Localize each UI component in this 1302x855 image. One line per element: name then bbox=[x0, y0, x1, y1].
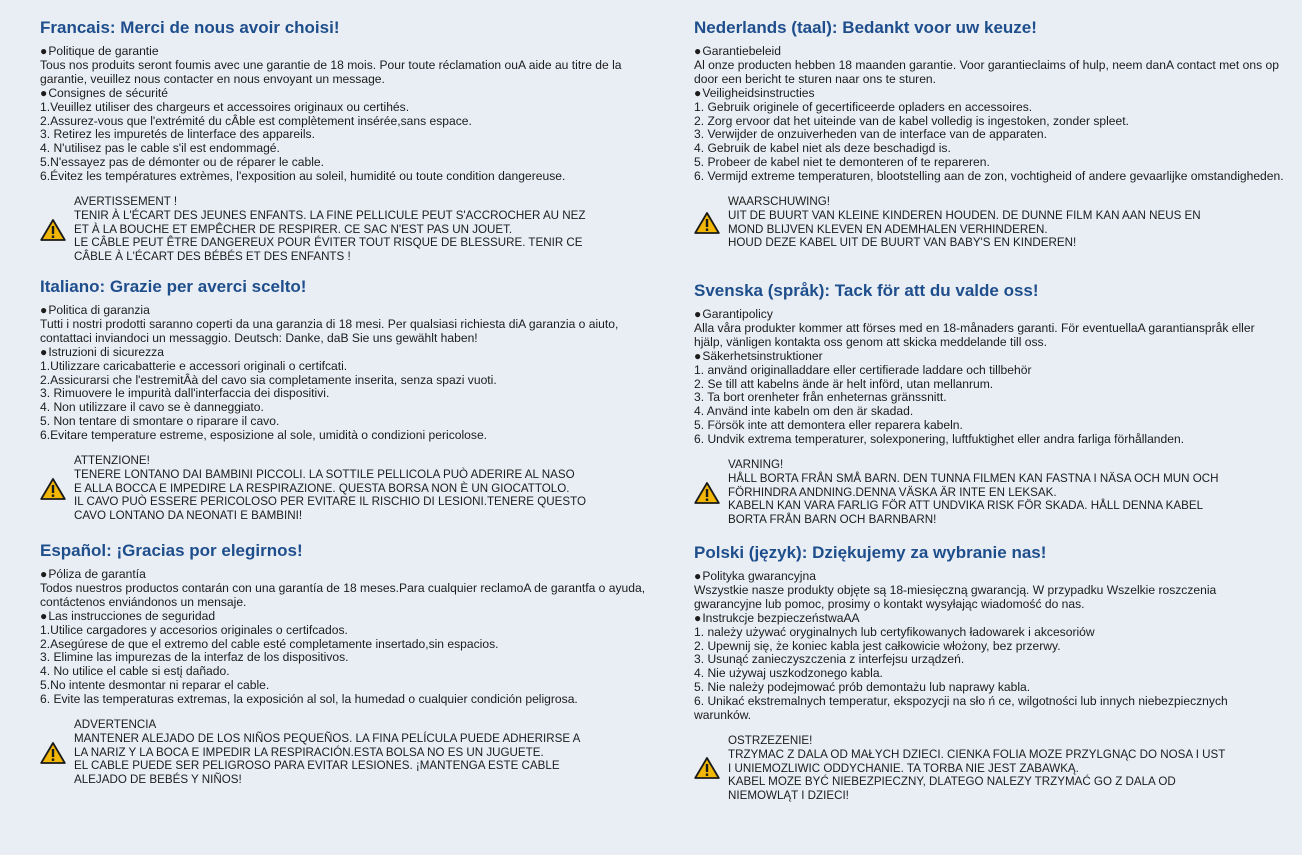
safety-instruction: 5. Försök inte att demontera eller reparera kabeln. bbox=[694, 418, 963, 433]
safety-instruction: 2.Assicurarsi che l'estremitÂà del cavo sia completamente inserita, senza spazi vuoti. bbox=[40, 372, 497, 387]
warning-line: IL CAVO PUÒ ESSERE PERICOLOSO PER EVITARE IL RISCHIO DI LESIONI.TENERE QUESTO bbox=[74, 495, 586, 509]
safety-instruction: 3. Usunąć zanieczyszczenia z interfejsu urządzeń. bbox=[694, 652, 965, 667]
section-title: Francais: Merci de nous avoir choisi! bbox=[40, 18, 340, 37]
warranty-heading: ● Garantipolicy bbox=[694, 308, 1284, 322]
section-dutch bbox=[694, 18, 1284, 250]
section-title: Italiano: Grazie per averci scelto! bbox=[40, 277, 307, 296]
safety-instruction: 6.Evitare temperature estreme, esposizione al sole, umidità o condizioni pericolose. bbox=[40, 428, 488, 443]
safety-instruction: 3. Verwijder de onzuiverheden van de interface van de apparaten. bbox=[694, 127, 1047, 142]
warranty-text: Todos nuestros productos contarán con una garantía de 18 meses.Para cualquier reclamoA de garantfa o ayuda, contáctenos enviándonos un mensaje. bbox=[40, 580, 646, 609]
warning-title: AVERTISSEMENT ! bbox=[74, 195, 178, 209]
warning-line: FÖRHINDRA ANDNING.DENNA VÄSKA ÄR INTE EN LEKSAK. bbox=[728, 485, 1057, 499]
warning-block bbox=[694, 195, 1284, 250]
safety-instruction: 1. Gebruik originele of gecertificeerde opladers en accessoires. bbox=[694, 99, 1033, 114]
section-spanish bbox=[40, 541, 650, 787]
safety-instruction: 4. N'utilisez pas le cable s'il est endommagé. bbox=[40, 141, 280, 156]
safety-instruction: 6. Unikać ekstremalnych temperatur, ekspozycji na sło ń ce, wilgotności lub innych niebezpiecznych warunków. bbox=[694, 694, 1228, 723]
warning-triangle-icon bbox=[694, 481, 720, 504]
warning-triangle-icon bbox=[694, 757, 720, 780]
warranty-heading: ● Garantiebeleid bbox=[694, 45, 1284, 59]
warranty-heading: ● Polityka gwarancyjna bbox=[694, 570, 1284, 584]
safety-instruction: 4. Använd inte kabeln om den är skadad. bbox=[694, 404, 914, 419]
warning-line: CAVO LONTANO DA NEONATI E BAMBINI! bbox=[74, 509, 303, 523]
section-swedish bbox=[694, 281, 1284, 527]
warning-line: E ALLA BOCCA E IMPEDIRE LA RESPIRAZIONE. QUESTA BORSA NON È UN GIOCATTOLO. bbox=[74, 481, 570, 495]
warning-block bbox=[40, 718, 650, 787]
warning-line: ALEJADO DE BEBÉS Y NIÑOS! bbox=[74, 773, 242, 787]
warning-block bbox=[40, 195, 650, 264]
warning-title: ATTENZIONE! bbox=[74, 454, 150, 468]
warning-block bbox=[694, 734, 1284, 803]
safety-instruction: 5. Probeer de kabel niet te demonteren of te repareren. bbox=[694, 155, 990, 170]
warranty-text: Al onze producten hebben 18 maanden garantie. Voor garantieclaims of hulp, neem danA contact met ons op door een bericht te sturen naar ons te sturen. bbox=[694, 57, 1279, 86]
warning-line: I UNIEMOZLIWIC ODDYCHANIE. TA TORBA NIE JEST ZABAWKĄ. bbox=[728, 761, 1079, 775]
safety-heading: ● Säkerhetsinstruktioner bbox=[694, 350, 1284, 364]
safety-instruction: 6. Vermijd extreme temperaturen, blootstelling aan de zon, vochtigheid of andere gevaarlijke omstandigheden. bbox=[694, 169, 1284, 184]
warning-line: TENIR À L'ÉCART DES JEUNES ENFANTS. LA FINE PELLICULE PEUT S'ACCROCHER AU NEZ bbox=[74, 208, 586, 222]
safety-instruction: 4. No utilice el cable si estį dañado. bbox=[40, 664, 230, 679]
warning-block bbox=[40, 454, 650, 523]
safety-instruction: 1.Veuillez utiliser des chargeurs et accessoires originaux ou certihés. bbox=[40, 99, 410, 114]
safety-instruction: 1. należy używać oryginalnych lub certyfikowanych ładowarek i akcesoriów bbox=[694, 624, 1095, 639]
safety-instruction: 6.Évitez les températures extrèmes, l'exposition au soleil, humidité ou toute condition dangereuse. bbox=[40, 169, 566, 184]
warning-line: EL CABLE PUEDE SER PELIGROSO PARA EVITAR LESIONES. ¡MANTENGA ESTE CABLE bbox=[74, 759, 560, 773]
safety-instruction: 2.Asegúrese de que el extremo del cable esté completamente insertado,sin espacios. bbox=[40, 636, 499, 651]
safety-instruction: 6. Evite las temperaturas extremas, la exposición al sol, la humedad o cualquier condición peligrosa. bbox=[40, 692, 578, 707]
warranty-text: Wszystkie nasze produkty objęte są 18-miesięczną gwarancją. W przypadku Wszelkie roszczenia gwarancyjne lub pomoc, prosimy o kontakt wysyłając wiadomość do nas. bbox=[694, 582, 1217, 611]
warning-line: UIT DE BUURT VAN KLEINE KINDEREN HOUDEN. DE DUNNE FILM KAN AAN NEUS EN bbox=[728, 208, 1201, 222]
warning-triangle-icon bbox=[40, 741, 66, 764]
warning-line: TRZYMAC Z DALA OD MAŁYCH DZIECI. CIENKA FOLIA MOZE PRZYLGNĄC DO NOSA I UST bbox=[728, 747, 1226, 761]
warning-title: ADVERTENCIA bbox=[74, 718, 157, 732]
section-polish bbox=[694, 543, 1284, 803]
safety-instruction: 2.Assurez-vous que l'extrémité du cÂble est complètement insérée,sans espace. bbox=[40, 113, 472, 128]
safety-instruction: 1.Utilice cargadores y accesorios originales o certifcados. bbox=[40, 622, 348, 637]
warranty-heading: ● Politique de garantie bbox=[40, 45, 650, 59]
warranty-heading: ● Póliza de garantía bbox=[40, 568, 650, 582]
warranty-text: Alla våra produkter kommer att förses med en 18-månaders garanti. För eventuellaA garantianspråk eller hjälp, vänligen kontakta oss genom att skicka meddelande till oss. bbox=[694, 320, 1255, 349]
section-title: Nederlands (taal): Bedankt voor uw keuze! bbox=[694, 18, 1037, 37]
warning-line: NIEMOWLĄT I DZIECI! bbox=[728, 789, 849, 803]
safety-instruction: 2. Upewnij się, że koniec kabla jest całkowicie włożony, bez przerwy. bbox=[694, 638, 1061, 653]
warning-line: HOUD DEZE KABEL UIT DE BUURT VAN BABY'S EN KINDEREN! bbox=[728, 236, 1077, 250]
safety-instruction: 4. Non utilizzare il cavo se è danneggiato. bbox=[40, 400, 264, 415]
section-italian bbox=[40, 277, 650, 523]
warning-line: LA NARIZ Y LA BOCA E IMPEDIR LA RESPIRACIÓN.ESTA BOLSA NO ES UN JUGUETE. bbox=[74, 745, 544, 759]
safety-instruction: 2. Se till att kabelns ände är helt införd, utan mellanrum. bbox=[694, 376, 994, 391]
safety-instruction: 4. Gebruik de kabel niet als deze beschadigd is. bbox=[694, 141, 951, 156]
section-title: Polski (język): Dziękujemy za wybranie nas! bbox=[694, 543, 1047, 562]
warning-line: MANTENER ALEJADO DE LOS NIÑOS PEQUEÑOS. LA FINA PELÍCULA PUEDE ADHERIRSE A bbox=[74, 731, 581, 745]
safety-instruction: 5. Non tentare di smontare o riparare il cavo. bbox=[40, 414, 280, 429]
warning-title: VARNING! bbox=[728, 458, 784, 472]
section-title: Español: ¡Gracias por elegirnos! bbox=[40, 541, 303, 560]
safety-instruction: 3. Rimuovere le impurità dall'interfaccia dei dispositivi. bbox=[40, 386, 330, 401]
warranty-heading: ● Politica di garanzia bbox=[40, 304, 650, 318]
warning-block bbox=[694, 458, 1284, 527]
safety-heading: ● Las instrucciones de seguridad bbox=[40, 610, 650, 624]
warning-triangle-icon bbox=[694, 211, 720, 234]
safety-instruction: 4. Nie używaj uszkodzonego kabla. bbox=[694, 666, 883, 681]
warning-line: ET À LA BOUCHE ET EMPÊCHER DE RESPIRER. CE SAC N'EST PAS UN JOUET. bbox=[74, 222, 513, 236]
safety-instruction: 1.Utilizzare caricabatterie e accessori originali o certifcati. bbox=[40, 358, 348, 373]
section-french bbox=[40, 18, 650, 264]
safety-instruction: 3. Retirez les impuretés de linterface des appareils. bbox=[40, 127, 315, 142]
warning-line: BORTA FRÅN BARN OCH BARNBARN! bbox=[728, 513, 937, 527]
warning-line: CÂBLE À L'ÉCART DES BÉBÉS ET DES ENFANTS ! bbox=[74, 250, 351, 264]
safety-instruction: 3. Elimine las impurezas de la interfaz de los dispositivos. bbox=[40, 650, 349, 665]
warning-line: KABEL MOZE BYĆ NIEBEZPIECZNY, DLATEGO NALEZY TRZYMAĆ GO Z DALA OD bbox=[728, 775, 1176, 789]
safety-instruction: 5. Nie należy podejmować prób demontażu lub naprawy kabla. bbox=[694, 680, 1031, 695]
safety-instruction: 1. använd originalladdare eller certifierade laddare och tillbehör bbox=[694, 362, 1032, 377]
warning-triangle-icon bbox=[40, 477, 66, 500]
warning-line: MOND BLIJVEN KLEVEN EN ADEMHALEN VERHINDEREN. bbox=[728, 222, 1048, 236]
warning-line: HÅLL BORTA FRÅN SMÅ BARN. DEN TUNNA FILMEN KAN FASTNA I NÄSA OCH MUN OCH bbox=[728, 471, 1219, 485]
warning-title: WAARSCHUWING! bbox=[728, 195, 830, 209]
safety-heading: ● Consignes de sécurité bbox=[40, 87, 650, 101]
safety-heading: ● Veiligheidsinstructies bbox=[694, 87, 1284, 101]
warning-line: TENERE LONTANO DAI BAMBINI PICCOLI. LA SOTTILE PELLICOLA PUÒ ADERIRE AL NASO bbox=[74, 467, 575, 481]
safety-instruction: 2. Zorg ervoor dat het uiteinde van de kabel volledig is ingestoken, zonder spleet. bbox=[694, 113, 1129, 128]
safety-instruction: 3. Ta bort orenheter från enheternas gränssnitt. bbox=[694, 390, 947, 405]
warning-line: KABELN KAN VARA FARLIG FÖR ATT UNDVIKA RISK FÖR SKADA. HÅLL DENNA KABEL bbox=[728, 499, 1204, 513]
safety-heading: ● Instrukcje bezpieczeństwaAA bbox=[694, 612, 1284, 626]
safety-instruction: 5.No intente desmontar ni reparar el cable. bbox=[40, 678, 270, 693]
warning-line: LE CÂBLE PEUT ÊTRE DANGEREUX POUR ÉVITER TOUT RISQUE DE BLESSURE. TENIR CE bbox=[74, 236, 583, 250]
warranty-text: Tous nos produits seront foumis avec une garantie de 18 mois. Pour toute réclamation ouA aide au titre de la garantie, veuillez nous contacter en nous envoyant un message. bbox=[40, 57, 622, 86]
warranty-text: Tutti i nostri prodotti saranno coperti da una garanzia di 18 mesi. Per qualsiasi richiesta diA garanzia o aiuto, contattaci inviandoci un messaggio. Deutsch: Danke, daB Sie uns gewählt haben! bbox=[40, 316, 619, 345]
warning-triangle-icon bbox=[40, 218, 66, 241]
warning-title: OSTRZEZENIE! bbox=[728, 733, 813, 747]
safety-instruction: 6. Undvik extrema temperaturer, solexponering, luftfuktighet eller andra farliga förhållanden. bbox=[694, 432, 1185, 447]
section-title: Svenska (språk): Tack för att du valde oss! bbox=[694, 281, 1039, 300]
safety-heading: ● Istruzioni di sicurezza bbox=[40, 346, 650, 360]
safety-instruction: 5.N'essayez pas de démonter ou de réparer le cable. bbox=[40, 155, 324, 170]
